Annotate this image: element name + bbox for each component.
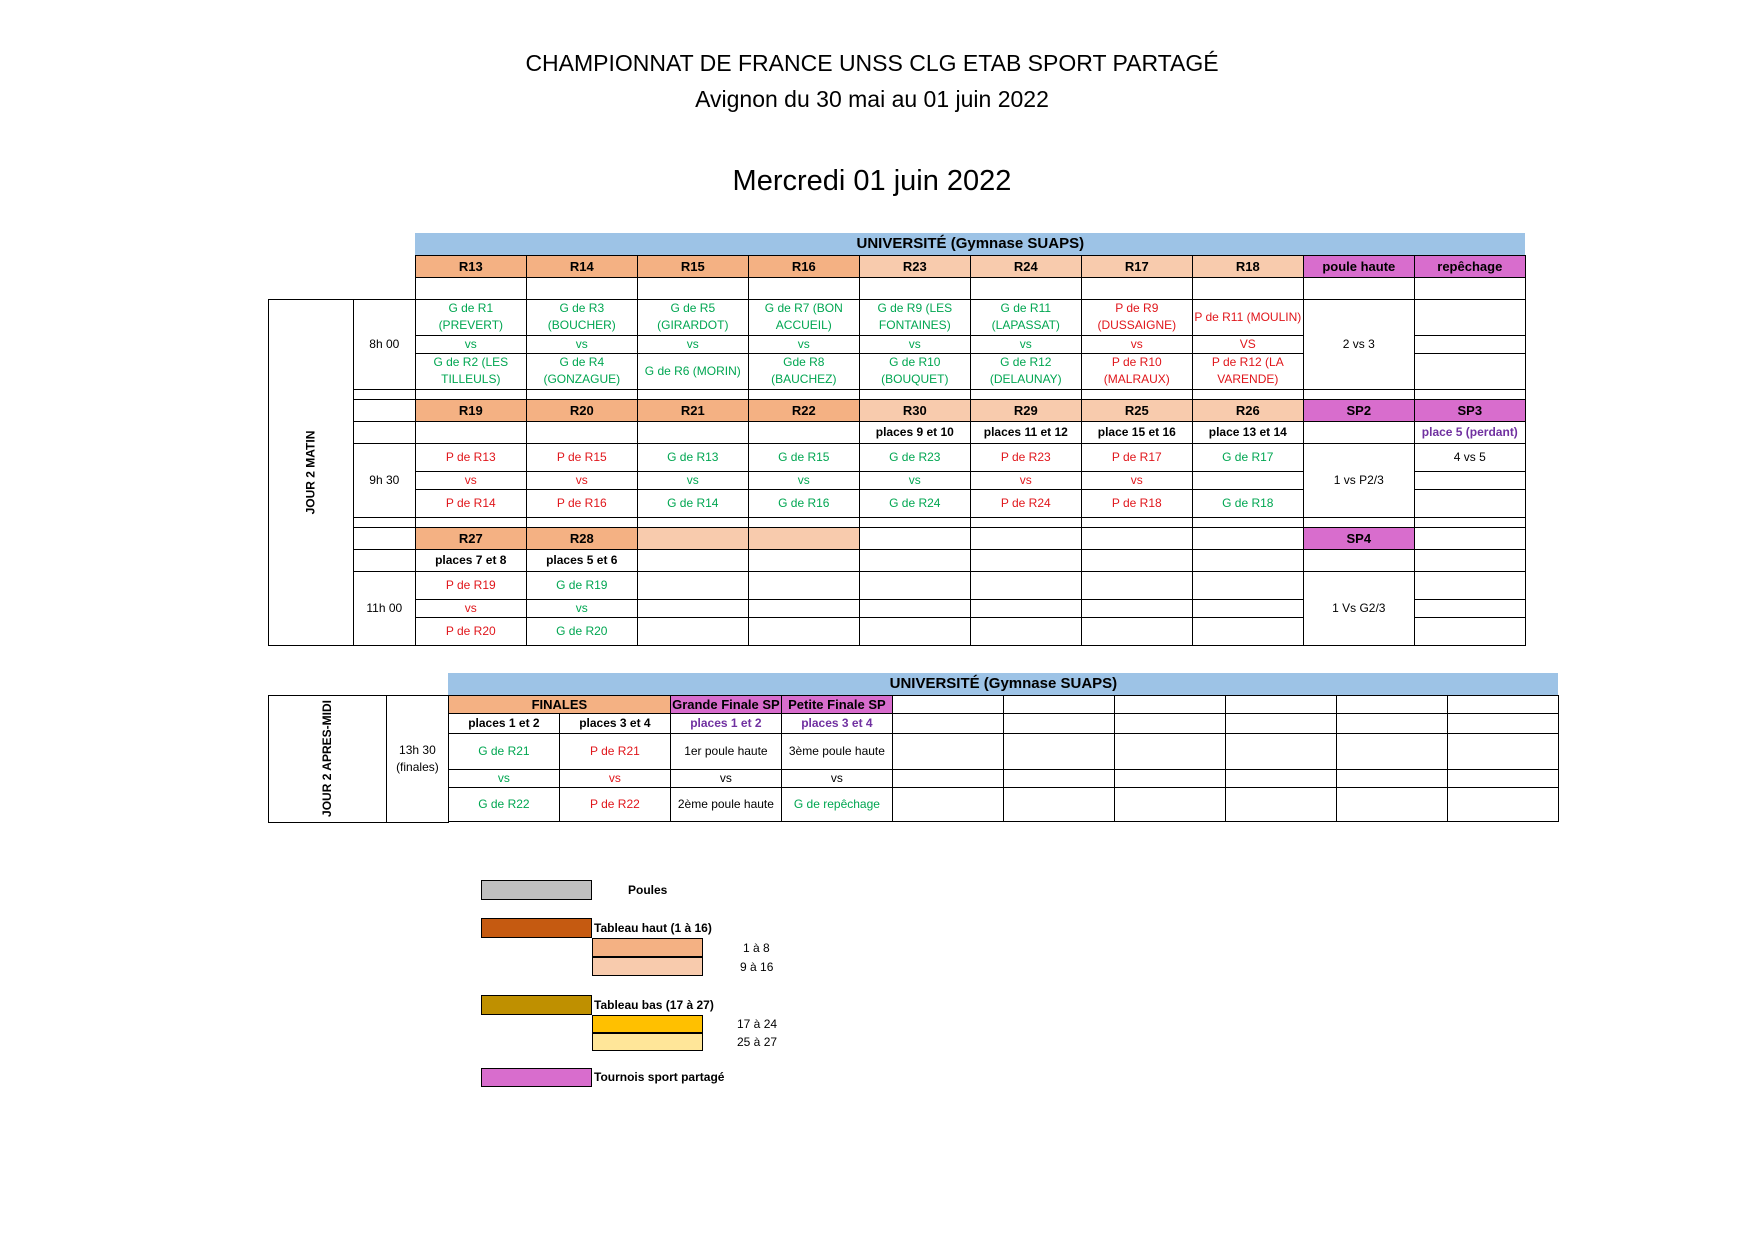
finales-header: FINALES <box>448 695 670 713</box>
team-cell: G de R4 (GONZAGUE) <box>526 353 637 389</box>
document-subtitle: Avignon du 30 mai au 01 juin 2022 <box>695 86 1049 112</box>
round-header: R26 <box>1192 399 1303 421</box>
legend-label-poules: Poules <box>628 883 668 897</box>
document-title: CHAMPIONNAT DE FRANCE UNSS CLG ETAB SPORT PARTAGÉ <box>525 50 1219 76</box>
legend-swatch-poules <box>481 880 592 900</box>
round-header: R14 <box>526 255 637 277</box>
team-cell: P de R22 <box>559 787 670 821</box>
round-header: R22 <box>748 399 859 421</box>
placement-label: places 7 et 8 <box>415 549 526 571</box>
vs-label: vs <box>448 769 559 787</box>
team-cell: G de R1 (PREVERT) <box>415 299 526 335</box>
vs-label: vs <box>559 769 670 787</box>
team-cell: G de R13 <box>637 443 748 471</box>
vs-label: vs <box>859 335 970 353</box>
placement-label: places 11 et 12 <box>970 421 1081 443</box>
placement-label: places 3 et 4 <box>559 713 670 733</box>
legend-label-tableau-haut: Tableau haut (1 à 16) <box>594 921 712 935</box>
round-header: SP4 <box>1303 527 1414 549</box>
team-cell: G de R21 <box>448 733 559 769</box>
team-cell: P de R9 (DUSSAIGNE) <box>1081 299 1192 335</box>
round-header: R24 <box>970 255 1081 277</box>
placement-label: places 1 et 2 <box>448 713 559 733</box>
team-cell: P de R14 <box>415 489 526 517</box>
team-cell: G de R2 (LES TILLEULS) <box>415 353 526 389</box>
team-cell: G de R12 (DELAUNAY) <box>970 353 1081 389</box>
round-header: R15 <box>637 255 748 277</box>
legend-label-bas-25-27: 25 à 27 <box>737 1035 778 1049</box>
team-cell: 1er poule haute <box>670 733 781 769</box>
legend-swatch-haut-1-8 <box>592 938 703 957</box>
vs-label: vs <box>781 769 892 787</box>
vs-label: VS <box>1192 335 1303 353</box>
vs-label: vs <box>526 471 637 489</box>
team-cell: G de R6 (MORIN) <box>637 353 748 389</box>
team-cell: P de R24 <box>970 489 1081 517</box>
legend-swatch-tableau-haut <box>481 918 592 938</box>
vs-label: vs <box>526 599 637 617</box>
match-cell: 1 Vs G2/3 <box>1303 571 1414 645</box>
team-cell: P de R16 <box>526 489 637 517</box>
placement-label: places 5 et 6 <box>526 549 637 571</box>
legend-label-haut-9-16: 9 à 16 <box>740 960 774 974</box>
team-cell: P de R20 <box>415 617 526 645</box>
legend-swatch-bas-25-27 <box>592 1033 703 1051</box>
round-header: R25 <box>1081 399 1192 421</box>
team-cell: G de R22 <box>448 787 559 821</box>
legend-label-haut-1-8: 1 à 8 <box>743 941 770 955</box>
placement-label: places 3 et 4 <box>781 713 892 733</box>
team-cell: P de R17 <box>1081 443 1192 471</box>
team-cell: G de R24 <box>859 489 970 517</box>
afternoon-schedule-table <box>268 673 1559 823</box>
vs-label: vs <box>526 335 637 353</box>
team-cell: Gde R8 (BAUCHEZ) <box>748 353 859 389</box>
legend-swatch-haut-9-16 <box>592 957 703 976</box>
morning-schedule-table <box>268 233 1526 646</box>
placement-label: place 15 et 16 <box>1081 421 1192 443</box>
round-header: R23 <box>859 255 970 277</box>
grande-finale-header: Grande Finale SP <box>672 696 780 712</box>
vs-label: vs <box>637 335 748 353</box>
round-header: poule haute <box>1303 255 1414 277</box>
time-label: 13h 30 <box>399 742 436 757</box>
team-cell: G de R17 <box>1192 443 1303 471</box>
team-cell: G de R20 <box>526 617 637 645</box>
placement-label: place 13 et 14 <box>1192 421 1303 443</box>
placement-label: places 9 et 10 <box>859 421 970 443</box>
team-cell: G de R3 (BOUCHER) <box>526 299 637 335</box>
round-header: R16 <box>748 255 859 277</box>
venue-banner: UNIVERSITÉ (Gymnase SUAPS) <box>448 673 1558 695</box>
round-header: SP2 <box>1303 399 1414 421</box>
team-cell: P de R23 <box>970 443 1081 471</box>
vs-label: vs <box>670 769 781 787</box>
legend-swatch-sport-partage <box>481 1068 592 1087</box>
time-slot <box>386 695 448 822</box>
round-header: R20 <box>526 399 637 421</box>
vs-label: vs <box>748 471 859 489</box>
team-cell: 3ème poule haute <box>781 733 892 769</box>
legend-swatch-bas-17-24 <box>592 1015 703 1033</box>
legend-label-sport-partage: Tournois sport partagé <box>594 1070 725 1084</box>
placement-label: places 1 et 2 <box>670 713 781 733</box>
round-header: R27 <box>415 527 526 549</box>
match-cell: 1 vs P2/3 <box>1303 443 1414 517</box>
team-cell: G de repêchage <box>781 787 892 821</box>
round-header: R17 <box>1081 255 1192 277</box>
vs-label: vs <box>859 471 970 489</box>
team-cell: G de R16 <box>748 489 859 517</box>
team-cell: G de R14 <box>637 489 748 517</box>
time-slot: 8h 00 <box>353 299 415 389</box>
day-label-afternoon: JOUR 2 APRES-MIDI <box>269 695 387 822</box>
time-sublabel: (finales) <box>396 759 439 774</box>
vs-label: vs <box>970 335 1081 353</box>
round-header: R21 <box>637 399 748 421</box>
team-cell: G de R23 <box>859 443 970 471</box>
team-cell: P de R12 (LA VARENDE) <box>1192 353 1303 389</box>
team-cell: P de R15 <box>526 443 637 471</box>
team-cell: P de R11 (MOULIN) <box>1192 299 1303 335</box>
vs-label: vs <box>637 471 748 489</box>
vs-label: vs <box>970 471 1081 489</box>
time-slot: 11h 00 <box>353 571 415 645</box>
team-cell: P de R10 (MALRAUX) <box>1081 353 1192 389</box>
team-cell: G de R18 <box>1192 489 1303 517</box>
vs-label: vs <box>415 471 526 489</box>
team-cell: P de R21 <box>559 733 670 769</box>
vs-label: vs <box>415 599 526 617</box>
round-header: R18 <box>1192 255 1303 277</box>
legend-swatch-tableau-bas <box>481 995 592 1015</box>
day-title: Mercredi 01 juin 2022 <box>732 165 1012 197</box>
team-cell: P de R19 <box>415 571 526 599</box>
team-cell: G de R9 (LES FONTAINES) <box>859 299 970 335</box>
match-cell: 4 vs 5 <box>1414 443 1525 471</box>
round-header: repêchage <box>1414 255 1525 277</box>
team-cell: G de R7 (BON ACCUEIL) <box>748 299 859 335</box>
team-cell: 2ème poule haute <box>670 787 781 821</box>
venue-banner: UNIVERSITÉ (Gymnase SUAPS) <box>415 233 1525 255</box>
vs-label: vs <box>748 335 859 353</box>
round-header: R19 <box>415 399 526 421</box>
match-cell: 2 vs 3 <box>1303 299 1414 389</box>
legend-label-tableau-bas: Tableau bas (17 à 27) <box>594 998 714 1012</box>
round-header: R28 <box>526 527 637 549</box>
team-cell: G de R15 <box>748 443 859 471</box>
team-cell: P de R13 <box>415 443 526 471</box>
placement-label: place 5 (perdant) <box>1414 421 1525 443</box>
petite-finale-header: Petite Finale SP <box>781 695 892 713</box>
round-header: SP3 <box>1414 399 1525 421</box>
vs-label: vs <box>1081 471 1192 489</box>
team-cell: G de R10 (BOUQUET) <box>859 353 970 389</box>
day-label-morning: JOUR 2 MATIN <box>269 299 354 645</box>
team-cell: G de R11 (LAPASSAT) <box>970 299 1081 335</box>
team-cell: G de R19 <box>526 571 637 599</box>
team-cell: P de R18 <box>1081 489 1192 517</box>
round-header: R30 <box>859 399 970 421</box>
round-header: R13 <box>415 255 526 277</box>
vs-label: vs <box>1081 335 1192 353</box>
vs-label: vs <box>415 335 526 353</box>
time-slot: 9h 30 <box>353 443 415 517</box>
legend-label-bas-17-24: 17 à 24 <box>737 1017 778 1031</box>
team-cell: G de R5 (GIRARDOT) <box>637 299 748 335</box>
round-header: R29 <box>970 399 1081 421</box>
